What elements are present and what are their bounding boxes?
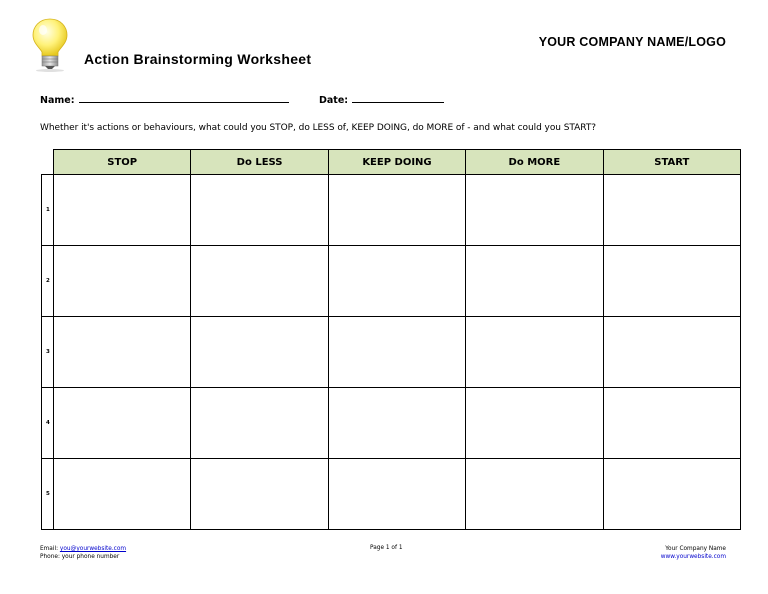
footer-company-name: Your Company Name [665, 546, 726, 552]
date-field[interactable] [352, 92, 444, 103]
table-corner [42, 150, 54, 175]
name-field-row [40, 92, 289, 106]
footer-email-row [40, 545, 126, 553]
footer-phone: Phone: your phone number [40, 554, 120, 560]
table-row [42, 246, 741, 317]
email-label: Email: [40, 546, 59, 552]
table-row [42, 175, 741, 246]
cell-do-less[interactable] [191, 246, 328, 317]
row-number: 4 [42, 388, 54, 459]
cell-do-less[interactable] [191, 175, 328, 246]
cell-do-more[interactable] [466, 459, 603, 530]
row-number: 1 [42, 175, 54, 246]
lightbulb-icon [30, 18, 70, 72]
cell-keep-doing[interactable] [328, 246, 465, 317]
company-name-logo: YOUR COMPANY NAME/LOGO [538, 35, 726, 49]
name-field[interactable] [79, 92, 289, 103]
cell-start[interactable] [603, 175, 740, 246]
name-label: Name: [40, 95, 75, 106]
date-field-row [319, 92, 444, 106]
column-header-keep-doing: KEEP DOING [328, 150, 465, 175]
cell-stop[interactable] [54, 246, 191, 317]
cell-stop[interactable] [54, 388, 191, 459]
column-header-start: START [603, 150, 740, 175]
cell-do-more[interactable] [466, 175, 603, 246]
table-row [42, 388, 741, 459]
cell-start[interactable] [603, 317, 740, 388]
cell-stop[interactable] [54, 317, 191, 388]
brainstorm-table [41, 149, 741, 530]
table-row [42, 459, 741, 530]
instructions-text: Whether it's actions or behaviours, what could you STOP, do LESS of, KEEP DOING, do MORE of - and what could you START? [40, 123, 596, 133]
cell-do-more[interactable] [466, 317, 603, 388]
cell-start[interactable] [603, 459, 740, 530]
date-label: Date: [319, 95, 349, 106]
cell-start[interactable] [603, 388, 740, 459]
column-header-do-less: Do LESS [191, 150, 328, 175]
cell-stop[interactable] [54, 175, 191, 246]
cell-do-less[interactable] [191, 317, 328, 388]
cell-do-less[interactable] [191, 388, 328, 459]
footer-contact [40, 545, 126, 561]
page-number: Page 1 of 1 [370, 545, 403, 551]
cell-keep-doing[interactable] [328, 175, 465, 246]
email-link[interactable]: you@yourwebsite.com [59, 546, 127, 552]
page-title: Action Brainstorming Worksheet [84, 51, 312, 67]
cell-stop[interactable] [54, 459, 191, 530]
cell-keep-doing[interactable] [328, 317, 465, 388]
cell-do-less[interactable] [191, 459, 328, 530]
cell-start[interactable] [603, 246, 740, 317]
row-number: 5 [42, 459, 54, 530]
row-number: 3 [42, 317, 54, 388]
table-row [42, 317, 741, 388]
table-header-row [42, 150, 741, 175]
footer-company [661, 545, 726, 561]
website-link[interactable]: www.yourwebsite.com [660, 554, 726, 560]
column-header-stop: STOP [54, 150, 191, 175]
row-number: 2 [42, 246, 54, 317]
cell-do-more[interactable] [466, 246, 603, 317]
cell-keep-doing[interactable] [328, 388, 465, 459]
column-header-do-more: Do MORE [466, 150, 603, 175]
cell-keep-doing[interactable] [328, 459, 465, 530]
cell-do-more[interactable] [466, 388, 603, 459]
